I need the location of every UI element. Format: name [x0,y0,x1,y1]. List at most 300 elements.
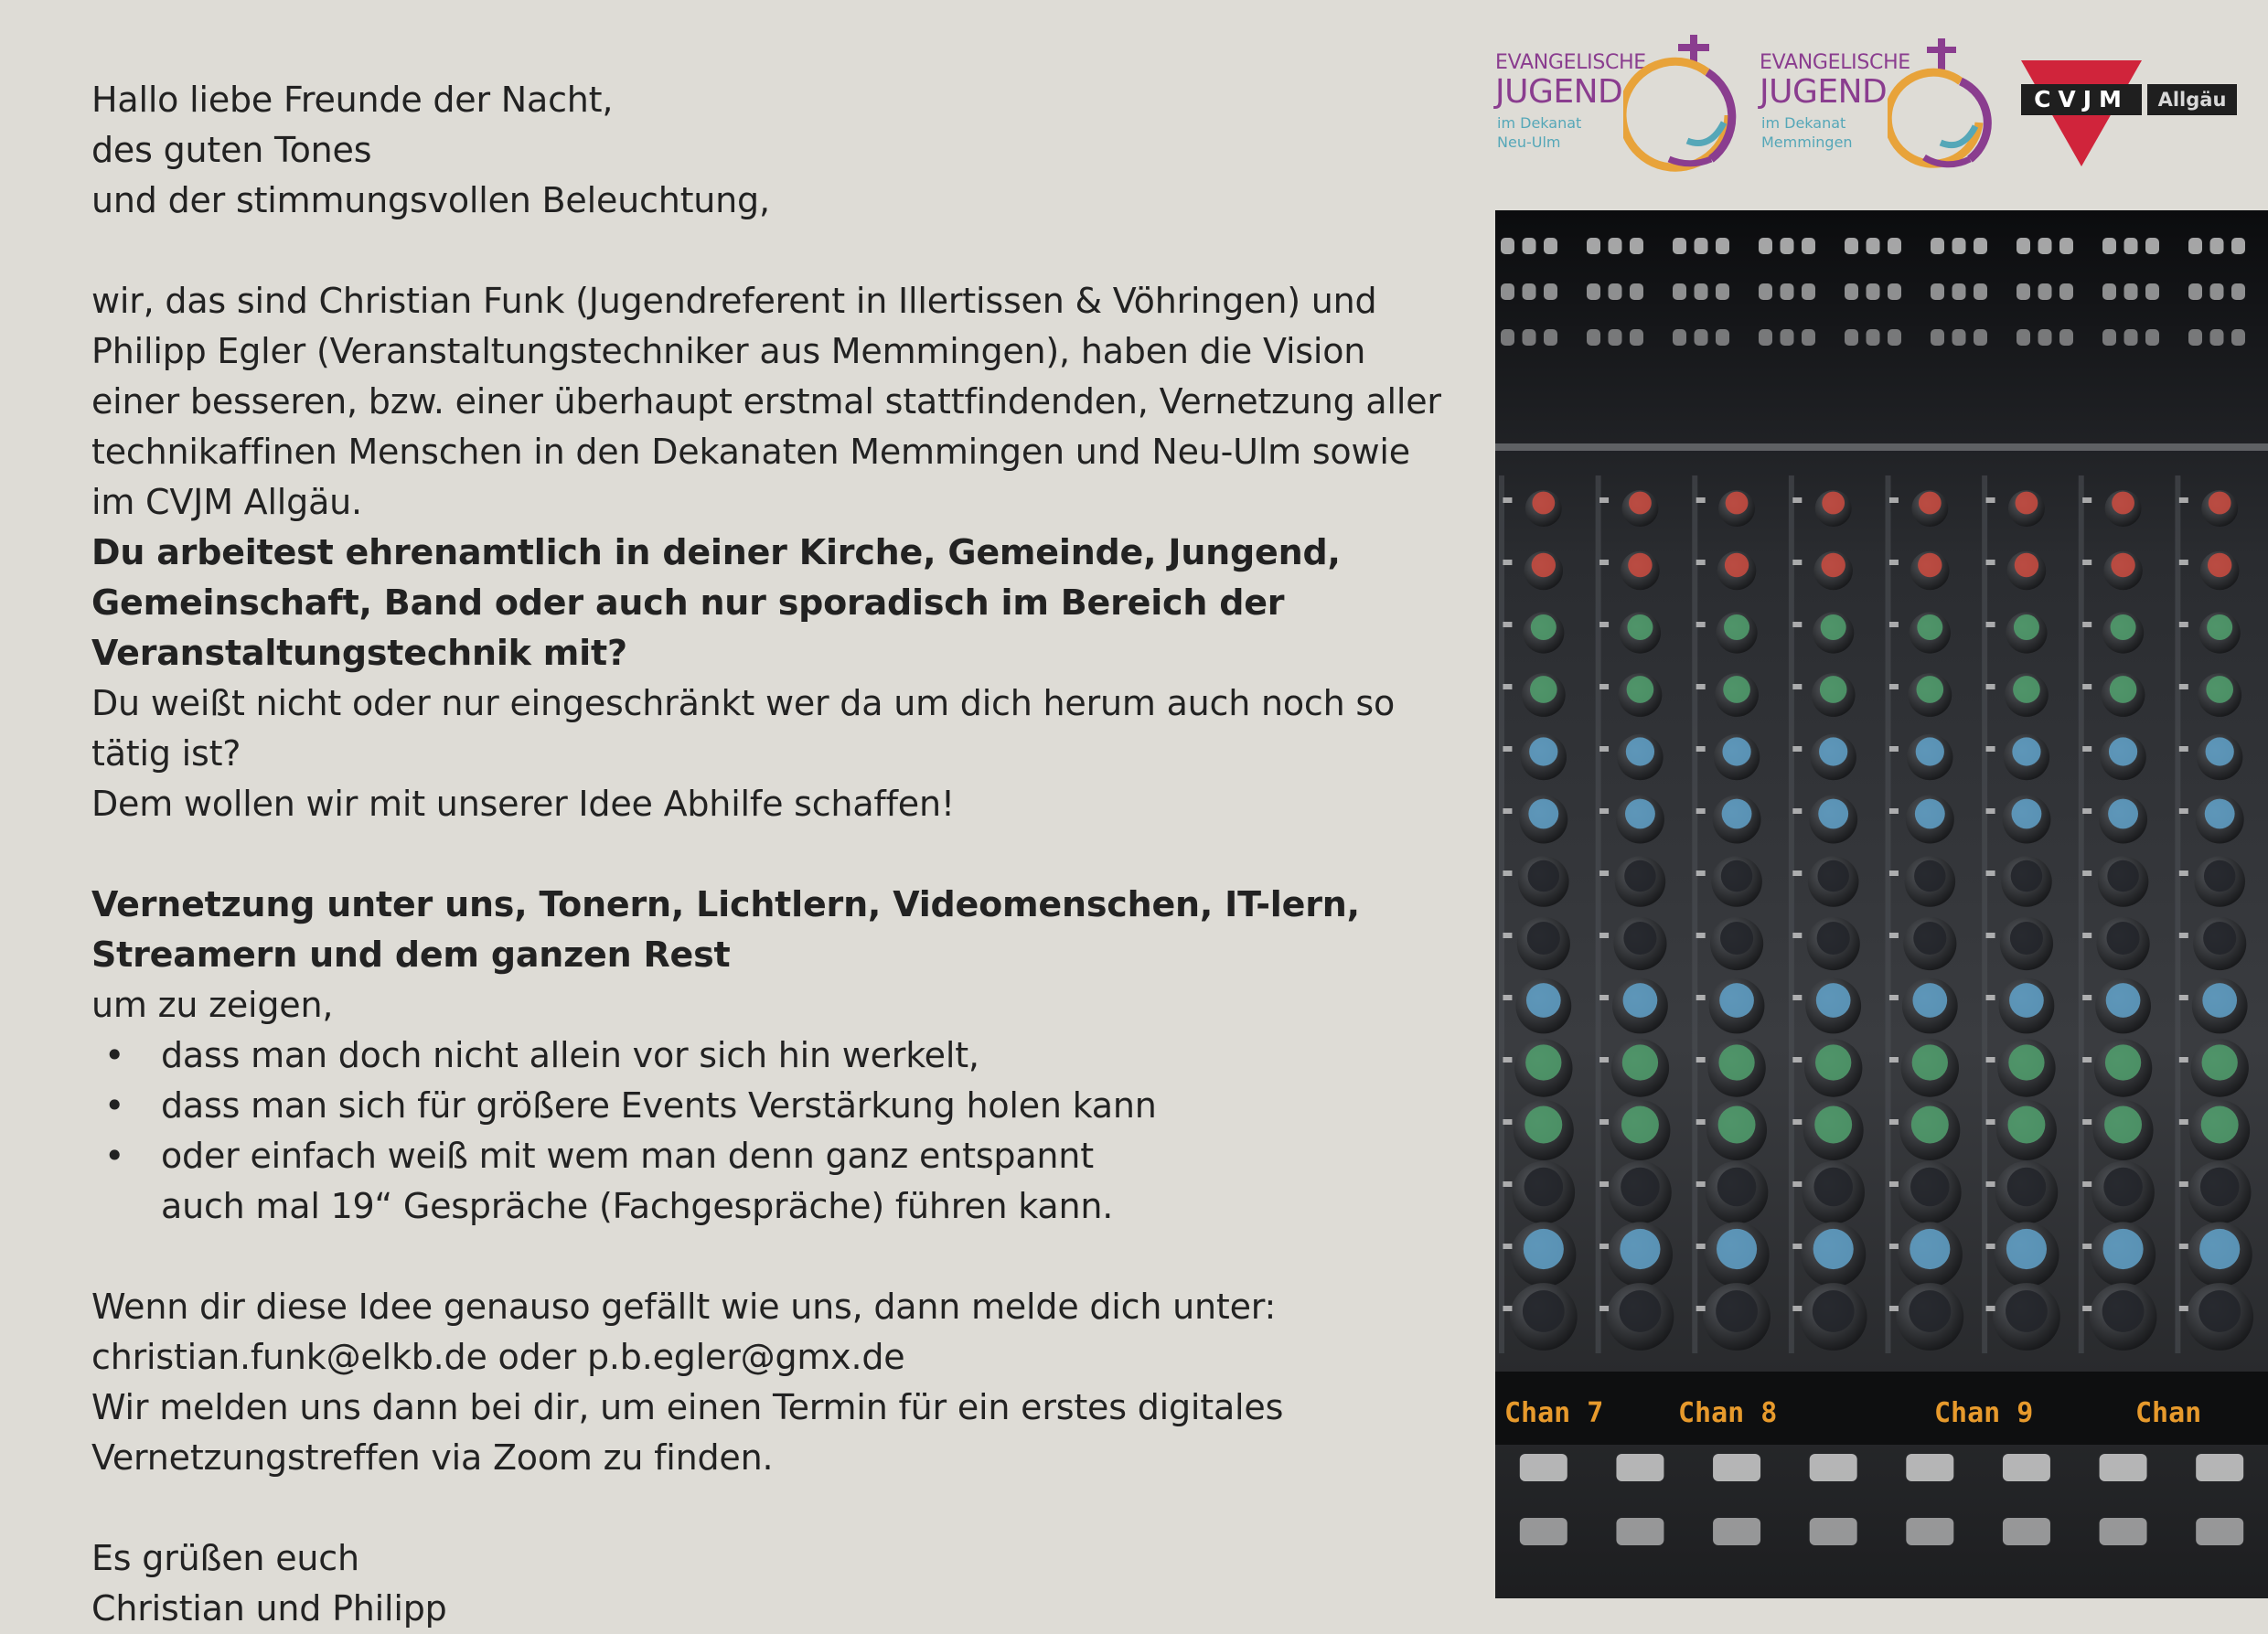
meter-light [1931,283,1944,300]
switch-button [2179,808,2188,814]
knob-cap [1718,1044,1754,1080]
fader-cap [1906,1454,1953,1481]
switch-button [1503,1057,1512,1063]
meter-light [1845,283,1858,300]
knob-cap [1529,737,1557,765]
meter-light [2059,329,2073,346]
switch-button [1503,1244,1512,1249]
switch-button [1889,1057,1899,1063]
knob-cap [1623,922,1656,955]
meter-light [2210,329,2224,346]
switch-button [1503,933,1512,938]
knob-cap [2107,860,2138,892]
knob-cap [1717,1168,1757,1207]
switch-button [1599,497,1609,503]
switch-button [1986,933,1995,938]
knob-cap [2206,676,2233,703]
meter-light [2059,238,2073,254]
switch-button [1696,1057,1706,1063]
knob-cap [2104,1106,2142,1144]
switch-button [1503,497,1512,503]
knob-cap [1525,1044,1561,1080]
meter-light [2017,329,2030,346]
knob-cap [1721,860,1752,892]
switch-button [2179,746,2188,752]
switch-button [1696,1181,1706,1187]
switch-button [1599,995,1609,1000]
mixing-console-photo [1495,210,2268,1598]
knob-cap [1527,922,1560,955]
meter-light [1609,238,1622,254]
knob-cap [1620,1290,1662,1332]
knob-cap [2006,1290,2048,1332]
logo-wordmark-top: EVANGELISCHE [1760,51,1910,74]
knob-cap [2105,1044,2141,1080]
switch-button [1696,1119,1706,1125]
channel-display-label: Chan 8 [1678,1397,1778,1429]
meter-light [1609,329,1622,346]
switch-button [1889,808,1899,814]
switch-button [1599,1244,1609,1249]
knob-cap [1524,1106,1562,1144]
meter-light [2124,238,2138,254]
switch-button [1889,1119,1899,1125]
knob-cap [2201,1106,2239,1144]
knob-cap [1813,1229,1854,1269]
knob-cap [1814,1106,1852,1144]
switch-button [2179,1057,2188,1063]
switch-button [1889,746,1899,752]
switch-button [1889,497,1899,503]
meter-light [1523,283,1536,300]
knob-cap [2007,1168,2047,1207]
meter-light [1781,283,1794,300]
fader-cap [1810,1454,1857,1481]
meter-light [2017,238,2030,254]
contact-emails[interactable]: christian.funk@elkb.de oder p.b.egler@gmx.de [91,1337,905,1377]
intro-paragraph: wir, das sind Christian Funk (Jugendreferent in Illertissen & Vöhringen) und Philipp Egler (Veranstaltungstechniker aus Memmingen), haben die Vision einer besseren, bzw. einer überhaupt erstmal stattfindenden, Vernetzung aller technikaffinen Menschen in den Dekanaten Memmingen und Neu-Ulm sowie im CVJM Allgäu. [91,281,1441,522]
knob-cap [1818,799,1848,829]
switch-button [2179,684,2188,689]
fader-cap [2196,1454,2243,1481]
switch-button [1986,1306,1995,1311]
switch-button [1503,684,1512,689]
cvjm-wordmark: CVJM [2021,84,2142,115]
contact-intro: Wenn dir diese Idee genauso gefällt wie uns, dann melde dich unter: [91,1287,1277,1327]
switch-button [1792,870,1802,876]
greeting-line-3: und der stimmungsvollen Beleuchtung, [91,180,770,220]
knob-cap [2009,983,2044,1018]
knob-cap [2110,676,2137,703]
knob-cap [2015,553,2038,577]
strip-divider [1499,475,1504,1353]
knob-cap [1620,1229,1660,1269]
meter-light [1501,283,1514,300]
channel-display-label: Chan 9 [1934,1397,2034,1429]
switch-button [2082,870,2091,876]
switch-button [1792,684,1802,689]
switch-button [2082,933,2091,938]
knob-cap [1919,492,1942,515]
fader-cap [2196,1518,2243,1545]
knob-cap [2011,860,2042,892]
switch-button [2082,684,2091,689]
switch-button [1696,684,1706,689]
knob-cap [1912,1044,1948,1080]
logo-wordmark-main: JUGEND [1495,73,1623,111]
knob-cap [2108,799,2138,829]
knob-cap [2007,1106,2045,1144]
mixing-console-image [1495,210,2268,1598]
knob-cap [1817,860,1848,892]
switch-button [1503,1119,1512,1125]
meter-light [1523,329,1536,346]
knob-cap [1817,922,1850,955]
switch-button [1696,933,1706,938]
meter-light [2038,238,2052,254]
meter-light [2145,238,2159,254]
ej-neu-ulm-logo [1495,31,1760,177]
fader-cap [1616,1518,1664,1545]
switch-button [1599,933,1609,938]
meter-light [1802,329,1815,346]
channel-display-label: Chan 7 [1504,1397,1604,1429]
switch-button [1599,1057,1609,1063]
strip-divider [2079,475,2084,1353]
switch-button [1696,1244,1706,1249]
switch-button [1986,808,1995,814]
fader-cap [1810,1518,1857,1545]
meter-light [1759,283,1772,300]
meter-light [2124,329,2138,346]
knob-cap [1726,492,1749,515]
switch-button [1986,497,1995,503]
purpose-lead: um zu zeigen, [91,985,334,1025]
switch-button [1986,1181,1995,1187]
meter-light [1587,283,1600,300]
knob-cap [1816,983,1851,1018]
knob-cap [1622,1044,1658,1080]
knob-cap [1720,922,1753,955]
meter-light [1716,329,1729,346]
knob-cap [1917,614,1942,640]
knob-cap [1724,614,1749,640]
knob-cap [1820,676,1847,703]
knob-cap [2006,1229,2047,1269]
knob-cap [1528,799,1558,829]
switch-button [1599,746,1609,752]
fader-cap [1713,1518,1760,1545]
switch-button [1696,870,1706,876]
question-line-2: Dem wollen wir mit unserer Idee Abhilfe schaffen! [91,784,955,824]
knob-cap [2102,1290,2145,1332]
knob-cap [1719,983,1754,1018]
followup-text: Wir melden uns dann bei dir, um einen Termin für ein erstes digitales Vernetzungstreffen via Zoom zu finden. [91,1387,1284,1478]
knob-cap [2102,1229,2143,1269]
switch-button [2082,1181,2091,1187]
closing-line-1: Es grüßen euch [91,1538,359,1578]
switch-button [1889,995,1899,1000]
knob-cap [2109,737,2137,765]
switch-button [1889,1306,1899,1311]
knob-cap [1813,1168,1853,1207]
meter-light [1673,329,1686,346]
switch-button [1792,560,1802,565]
knob-cap [2111,553,2134,577]
knob-cap [1623,983,1658,1018]
knob-cap [1717,1229,1757,1269]
bullet-item: • oder einfach weiß mit wem man denn ganz entspannt auch mal 19“ Gespräche (Fachgespräche) führen kann. [91,1131,1167,1232]
meter-light [1931,329,1944,346]
knob-cap [2103,1168,2143,1207]
meter-light [2102,283,2116,300]
knob-cap [1625,799,1655,829]
meter-light [1781,238,1794,254]
knob-cap [1821,614,1846,640]
knob-cap [2111,614,2136,640]
switch-button [1696,622,1706,627]
knob-cap [1910,1168,1950,1207]
switch-button [1696,808,1706,814]
switch-button [2179,497,2188,503]
fader-cap [1906,1518,1953,1545]
switch-button [1792,1119,1802,1125]
knob-cap [2013,676,2040,703]
knob-cap [2206,737,2234,765]
switch-button [2082,1244,2091,1249]
knob-cap [1911,1106,1949,1144]
meter-light [1974,283,1987,300]
meter-light [2145,329,2159,346]
meter-light [1587,238,1600,254]
bullet-list [91,1031,1463,1232]
meter-light [1544,238,1557,254]
question-bold: Du arbeitest ehrenamtlich in deiner Kirche, Gemeinde, Jungend, Gemeinschaft, Band oder auch nur sporadisch im Bereich der Veranstaltungstechnik mit? [91,532,1341,673]
meter-light [1695,238,1708,254]
knob-cap [2199,1229,2240,1269]
knob-cap [2014,614,2039,640]
meter-light [1716,283,1729,300]
meter-light [1673,238,1686,254]
meter-light [2145,283,2159,300]
switch-button [2179,1119,2188,1125]
cross-ring-icon [1888,31,2025,177]
fader-cap [2003,1454,2050,1481]
knob-cap [2203,922,2236,955]
fader-cap [1520,1518,1567,1545]
knob-cap [1528,860,1559,892]
bullet-item: • dass man sich für größere Events Verstärkung holen kann [91,1081,1463,1131]
meter-light [1544,329,1557,346]
knob-cap [1909,1290,1951,1332]
knob-cap [1531,614,1557,640]
meter-light [2102,329,2116,346]
switch-button [1599,808,1609,814]
switch-button [1889,684,1899,689]
switch-button [1696,746,1706,752]
meter-light [2210,283,2224,300]
switch-button [1889,870,1899,876]
switch-button [1503,995,1512,1000]
knob-cap [1523,1290,1565,1332]
knob-cap [1725,553,1749,577]
logo-subtitle: im Dekanat Memmingen [1761,114,1853,151]
switch-button [1889,933,1899,938]
question-line-1: Du weißt nicht oder nur eingeschränkt wer da um dich herum auch noch so tätig ist? [91,683,1396,774]
knob-cap [1918,553,1942,577]
meter-light [2188,329,2202,346]
switch-button [1503,1181,1512,1187]
switch-button [1696,497,1706,503]
knob-cap [1914,860,1945,892]
meter-light [1974,329,1987,346]
meter-light [1759,329,1772,346]
knob-cap [2112,492,2134,515]
switch-button [2179,870,2188,876]
knob-cap [1912,983,1947,1018]
knob-cap [1813,1290,1855,1332]
meter-light [1952,283,1966,300]
knob-cap [1626,737,1654,765]
knob-cap [1526,983,1561,1018]
meter-light [1630,238,1643,254]
meter-light [1630,283,1643,300]
switch-button [1889,622,1899,627]
strip-divider [2175,475,2180,1353]
meter-light [1609,283,1622,300]
knob-cap [2106,983,2141,1018]
switch-button [2179,1181,2188,1187]
switch-button [1503,746,1512,752]
knob-cap [1524,1229,1564,1269]
panel-edge [1495,443,2268,451]
letter-body [91,75,1463,1634]
channel-display-label: Chan [2135,1397,2202,1429]
fader-cap [1713,1454,1760,1481]
switch-button [2082,622,2091,627]
meter-light [1759,238,1772,254]
knob-cap [2107,922,2140,955]
switch-button [1986,1119,1995,1125]
strip-divider [1886,475,1891,1353]
switch-button [1792,1244,1802,1249]
knob-cap [2207,614,2232,640]
knob-cap [1627,676,1654,703]
meter-light [2102,238,2116,254]
knob-cap [1627,614,1653,640]
meter-light [2231,283,2245,300]
switch-button [1986,1057,1995,1063]
logo-subtitle: im Dekanat Neu-Ulm [1497,114,1582,151]
logo-wordmark-main: JUGEND [1760,73,1888,111]
knob-cap [1621,1106,1659,1144]
knob-cap [1819,737,1847,765]
switch-button [2082,746,2091,752]
knob-cap [2008,1044,2044,1080]
meter-light [1867,238,1880,254]
meter-light [1587,329,1600,346]
switch-button [1696,1306,1706,1311]
knob-cap [1624,860,1655,892]
switch-button [1986,622,1995,627]
meter-light [1888,283,1901,300]
switch-button [1986,746,1995,752]
switch-button [2082,560,2091,565]
meter-light [1845,329,1858,346]
switch-button [2082,1057,2091,1063]
knob-cap [2016,492,2038,515]
knob-cap [1815,1044,1851,1080]
switch-button [1792,1057,1802,1063]
logo-wordmark-top: EVANGELISCHE [1495,51,1646,74]
switch-button [1986,995,1995,1000]
knob-cap [1629,492,1652,515]
knob-cap [1822,492,1845,515]
switch-button [1889,1244,1899,1249]
meter-light [2038,283,2052,300]
knob-cap [1532,553,1556,577]
strip-divider [1692,475,1697,1353]
switch-button [1599,560,1609,565]
switch-button [1503,560,1512,565]
switch-button [1696,995,1706,1000]
meter-light [1673,283,1686,300]
headline: Vernetzung unter uns, Tonern, Lichtlern, Videomenschen, IT-lern, Streamern und dem ganzen Rest [91,884,1360,975]
switch-button [1696,560,1706,565]
switch-button [1599,1119,1609,1125]
knob-cap [1524,1168,1564,1207]
switch-button [1792,995,1802,1000]
switch-button [1503,808,1512,814]
switch-button [2179,1306,2188,1311]
meter-light [1501,329,1514,346]
switch-button [1986,870,1995,876]
fader-cap [1520,1454,1567,1481]
strip-divider [1982,475,1987,1353]
meter-light [2210,238,2224,254]
fader-cap [2003,1518,2050,1545]
strip-divider [1596,475,1601,1353]
meter-light [1867,283,1880,300]
knob-cap [1916,737,1944,765]
knob-cap [2200,1168,2240,1207]
meter-light [1802,283,1815,300]
ej-memmingen-logo [1760,31,2025,177]
meter-light [1974,238,1987,254]
knob-cap [1821,553,1845,577]
switch-button [1599,870,1609,876]
switch-button [1599,622,1609,627]
knob-cap [1913,922,1946,955]
meter-light [1802,238,1815,254]
switch-button [1503,622,1512,627]
meter-light [1845,238,1858,254]
knob-cap [1915,799,1945,829]
switch-button [2082,808,2091,814]
switch-button [2082,1119,2091,1125]
fader-cap [2100,1454,2147,1481]
knob-cap [1628,553,1652,577]
switch-button [2179,560,2188,565]
switch-button [2179,1244,2188,1249]
switch-button [1792,808,1802,814]
greeting-line-1: Hallo liebe Freunde der Nacht, [91,80,614,120]
switch-button [1599,1181,1609,1187]
meter-light [2231,329,2245,346]
knob-cap [2012,737,2040,765]
closing-signature: Christian und Philipp [91,1588,447,1629]
switch-button [1599,684,1609,689]
